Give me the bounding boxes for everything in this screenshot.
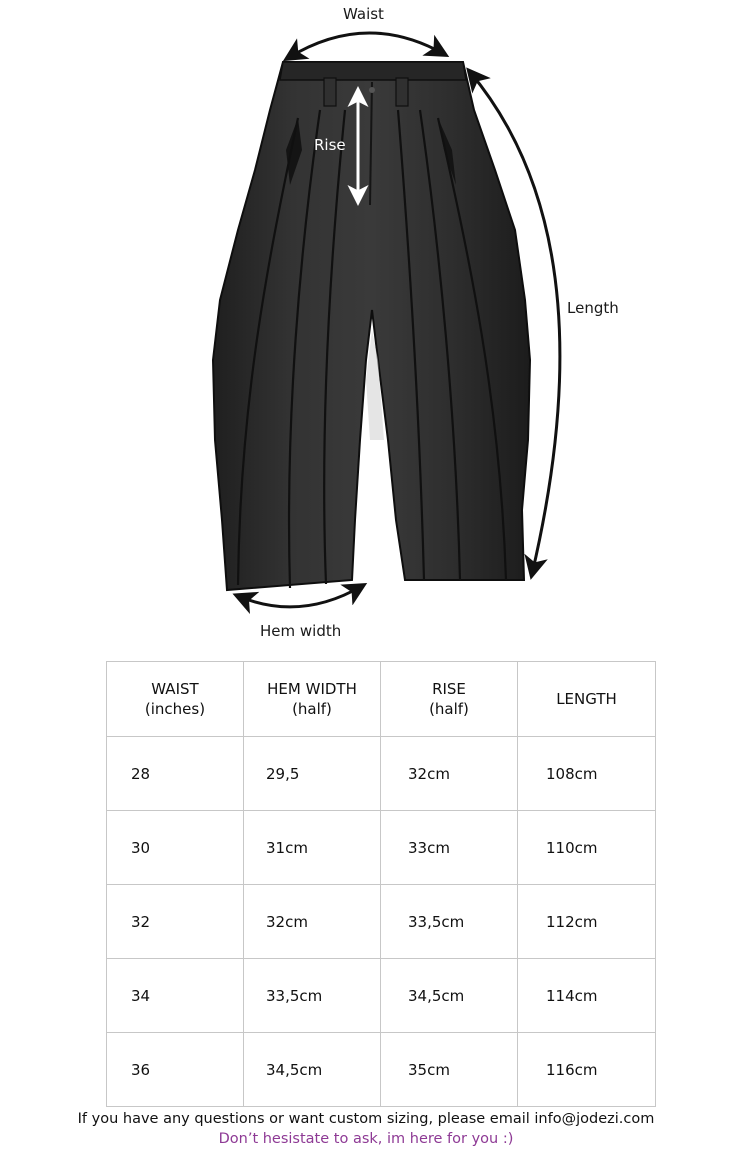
- rise-label: Rise: [314, 136, 346, 154]
- header-waist-unit: (inches): [144, 700, 206, 718]
- table-row: [107, 737, 656, 811]
- cell-waist: 28: [107, 737, 244, 811]
- waist-button: [369, 87, 375, 93]
- header-hem-title: HEM WIDTH: [267, 680, 357, 698]
- table-row: [107, 885, 656, 959]
- table-row: [107, 811, 656, 885]
- cell-hem-width: 29,5: [244, 737, 381, 811]
- waist-label: Waist: [343, 5, 384, 23]
- waist-arrow: [288, 33, 444, 58]
- header-rise: [381, 662, 518, 737]
- cell-rise: 34,5cm: [381, 959, 518, 1033]
- header-waist-title: WAIST: [151, 680, 199, 698]
- cell-hem-width: 34,5cm: [244, 1033, 381, 1107]
- size-chart-table: [106, 661, 656, 1107]
- contact-note: If you have any questions or want custom sizing, please email info@jodezi.com: [77, 1111, 655, 1127]
- waistband: [280, 62, 466, 80]
- cell-waist: 36: [107, 1033, 244, 1107]
- cell-rise: 33,5cm: [381, 885, 518, 959]
- belt-loop: [324, 78, 336, 106]
- cell-hem-width: 32cm: [244, 885, 381, 959]
- table-header-row: [107, 662, 656, 737]
- table-row: [107, 959, 656, 1033]
- friendly-note: Don’t hesistate to ask, im here for you :): [218, 1131, 514, 1147]
- cell-length: 116cm: [518, 1033, 656, 1107]
- header-rise-unit: (half): [429, 700, 469, 718]
- cell-length: 110cm: [518, 811, 656, 885]
- cell-waist: 32: [107, 885, 244, 959]
- cell-hem-width: 33,5cm: [244, 959, 381, 1033]
- header-length-title: LENGTH: [556, 690, 617, 708]
- cell-length: 114cm: [518, 959, 656, 1033]
- cell-hem-width: 31cm: [244, 811, 381, 885]
- header-length: [518, 662, 656, 737]
- length-label: Length: [567, 299, 619, 317]
- cell-length: 112cm: [518, 885, 656, 959]
- table-row: [107, 1033, 656, 1107]
- cell-rise: 32cm: [381, 737, 518, 811]
- header-waist: [107, 662, 244, 737]
- belt-loop: [396, 78, 408, 106]
- hem-width-label: Hem width: [260, 622, 342, 640]
- cell-waist: 34: [107, 959, 244, 1033]
- header-hem-unit: (half): [292, 700, 332, 718]
- header-hem-width: [244, 662, 381, 737]
- hem-width-arrow: [238, 586, 362, 607]
- cell-rise: 35cm: [381, 1033, 518, 1107]
- cell-rise: 33cm: [381, 811, 518, 885]
- cell-waist: 30: [107, 811, 244, 885]
- cell-length: 108cm: [518, 737, 656, 811]
- header-rise-title: RISE: [432, 680, 466, 698]
